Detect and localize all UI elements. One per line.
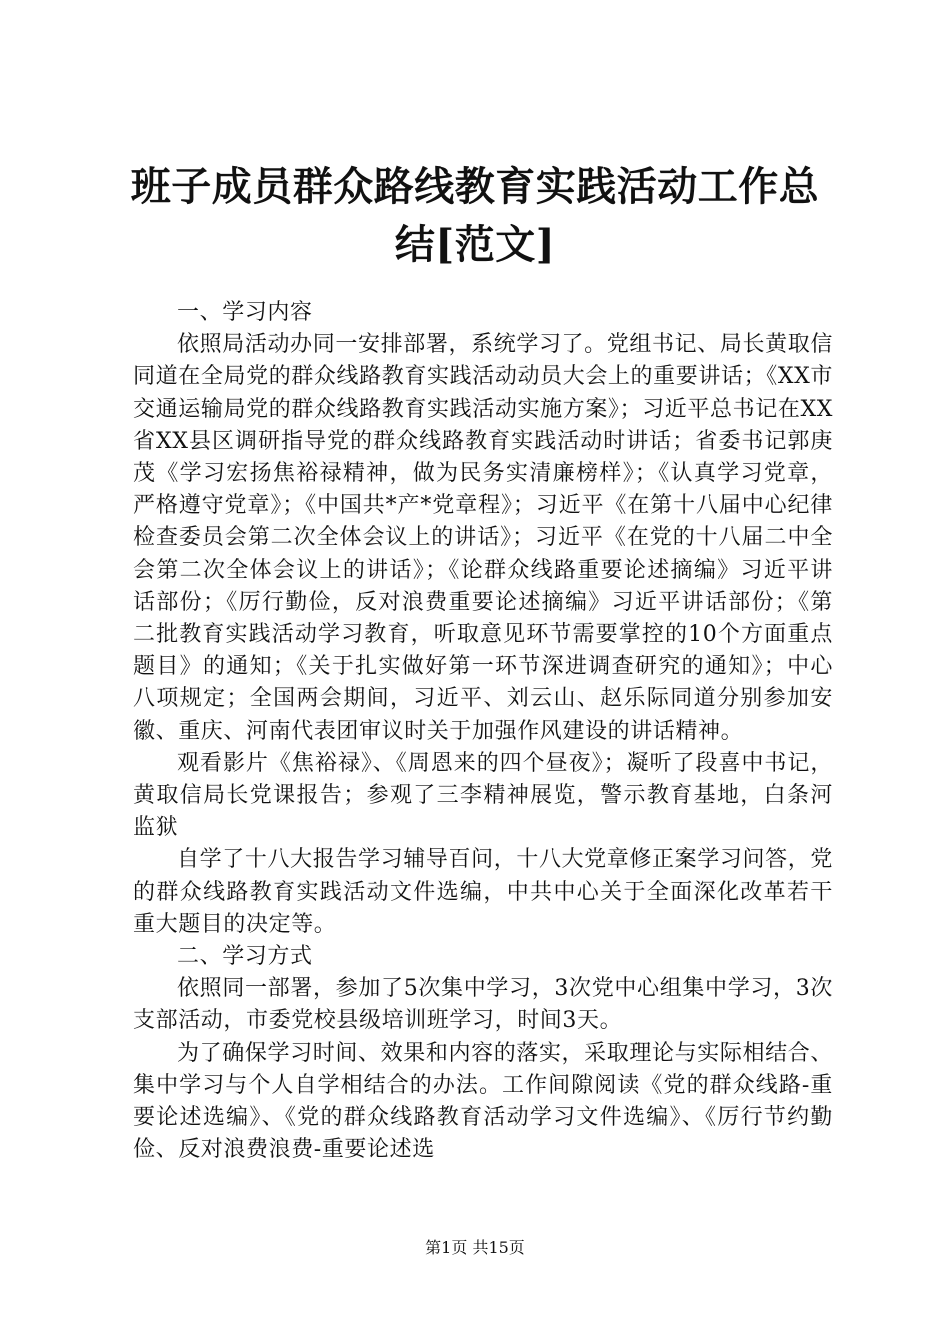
paragraph-self-study: 自学了十八大报告学习辅导百问，十八大党章修正案学习问答，党的群众线路教育实践活动文件选编，中共中心关于全面深化改革若干重大题目的决定等。 (133, 847, 833, 937)
paragraph-study-approach: 为了确保学习时间、效果和内容的落实，采取理论与实际相结合、集中学习与个人自学相结合的办法。工作间隙阅读《党的群众线路-重要论述选编》、《党的群众线路教育活动学习文件选编》、《厉行节约勤俭、反对浪费浪费-重要论述选 (133, 1040, 833, 1163)
section-heading-learning-method: 二、学习方式 (177, 944, 313, 970)
document-body (133, 297, 833, 1166)
section-heading-learning-content: 一、学习内容 (177, 300, 313, 325)
page-number-footer: 第1页 共15页 (425, 1238, 525, 1257)
paragraph-films-visits: 观看影片《焦裕禄》、《周恩来的四个昼夜》；凝听了段喜中书记，黄取信局长党课报告；参观了三李精神展览，警示教育基地，白条河监狱 (133, 750, 833, 841)
document-title: 班子成员群众路线教育实践活动工作总结[范文] (130, 163, 820, 268)
paragraph-study-list: 依照局活动办同一安排部署，系统学习了。党组书记、局长黄取信同道在全局党的群众线路教育实践活动动员大会上的重要讲话；《XX市交通运输局党的群众线路教育实践活动实施方案》；习近平总书记在XX省XX县区调研指导党的群众线路教育实践活动时讲话；省委书记郭庚茂《学习宏扬焦裕禄精神，做为民务实清廉榜样》；《认真学习党章，严格遵守党章》；《中国共*产*党章程》；习近平《在第十八届中心纪律检查委员会第二次全体会议上的讲话》；习近平《在党的十八届二中全会第二次全体会议上的讲话》；《论群众线路重要论述摘编》习近平讲话部份；《厉行勤俭，反对浪费重要论述摘编》习近平讲话部份；《第二批教育实践活动学习教育，听取意见环节需要掌控的10个方面重点题目》的通知；《关于扎实做好第一环节深进调查研究的通知》；中心八项规定；全国两会期间，习近平、刘云山、赵乐际同道分别参加安徽、重庆、河南代表团审议时关于加强作风建设的讲话精神。 (133, 332, 833, 744)
paragraph-study-sessions: 依照同一部署，参加了5次集中学习，3次党中心组集中学习，3次支部活动，市委党校县级培训班学习，时间3天。 (133, 976, 833, 1034)
